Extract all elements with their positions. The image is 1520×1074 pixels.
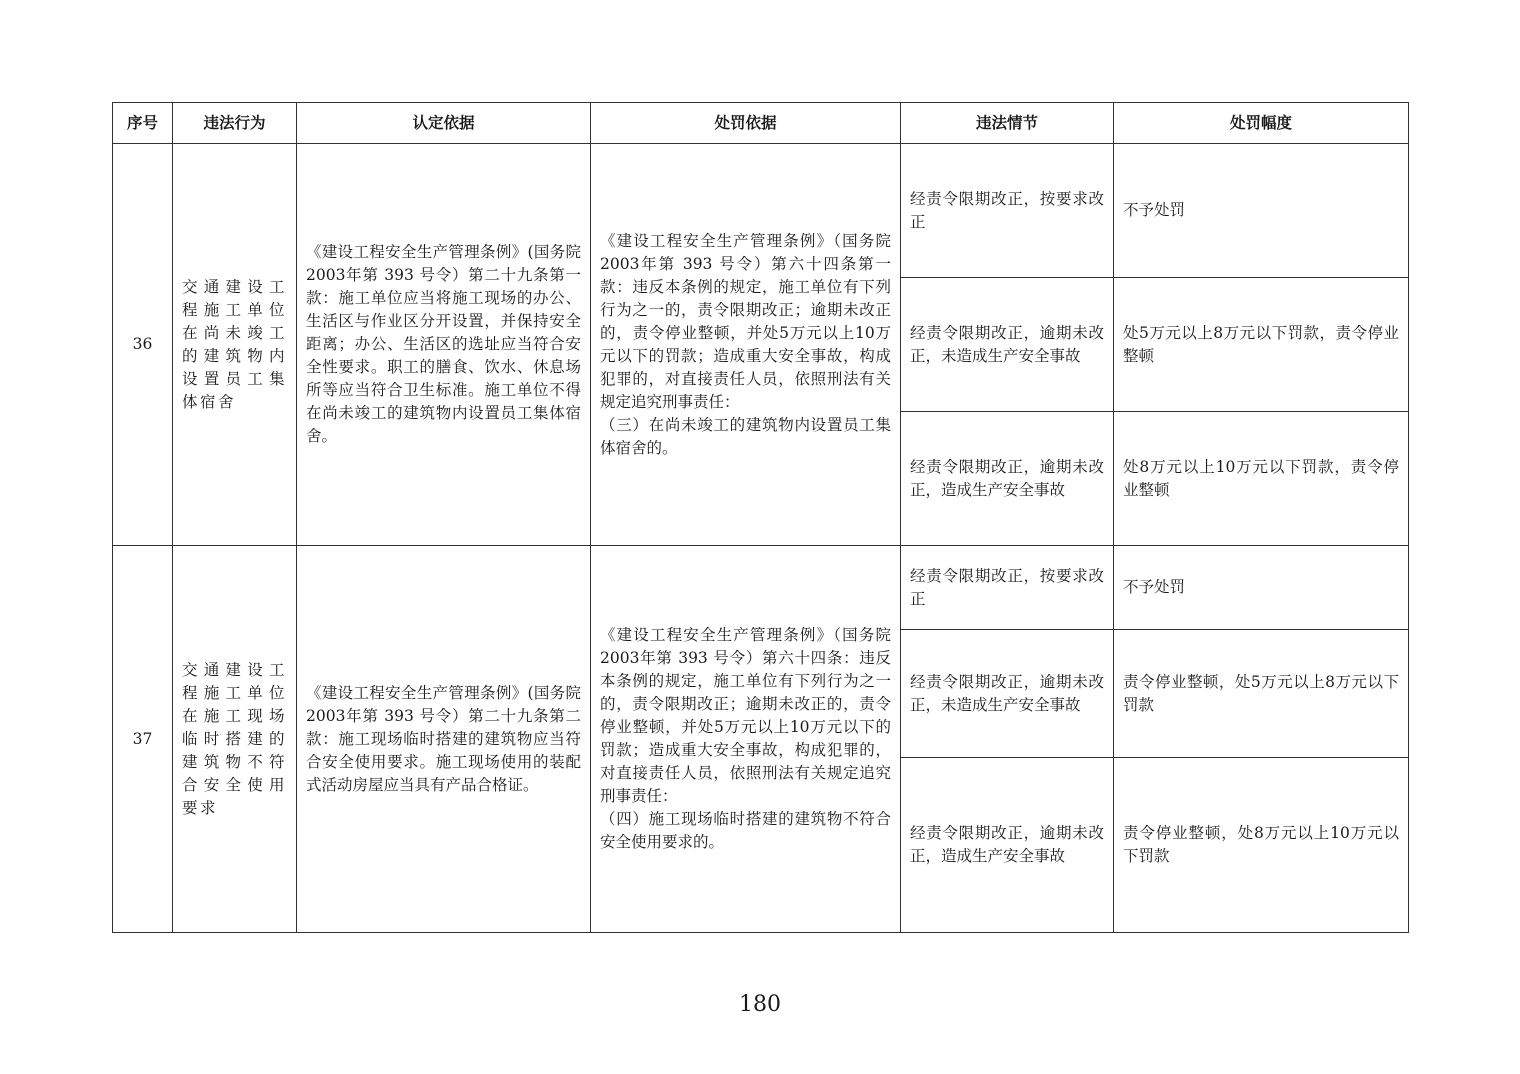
circumstance-cell: 经责令限期改正，按要求改正 <box>901 144 1114 278</box>
header-circumstance: 违法情节 <box>901 103 1114 144</box>
row-penalty-basis <box>591 546 901 933</box>
circumstance-cell: 经责令限期改正，逾期未改正，造成生产安全事故 <box>901 758 1114 933</box>
header-determination: 认定依据 <box>297 103 591 144</box>
row-determination-basis: 《建设工程安全生产管理条例》(国务院2003年第 393 号令）第二十九条第一款：施工单位应当将施工现场的办公、生活区与作业区分开设置，并保持安全距离；办公、生活区的选址应当符合安全性要求。职工的膳食、饮水、休息场所等应当符合卫生标准。施工单位不得在尚未竣工的建筑物内设置员工集体宿舍。 <box>297 144 591 546</box>
header-seq: 序号 <box>113 103 173 144</box>
penalty-basis-item: （四）施工现场临时搭建的建筑物不符合安全使用要求的。 <box>600 810 891 851</box>
circumstance-cell: 经责令限期改正，逾期未改正，未造成生产安全事故 <box>901 278 1114 412</box>
header-act: 违法行为 <box>173 103 297 144</box>
page-number: 180 <box>739 992 781 1017</box>
penalty-standards-table <box>112 102 1409 933</box>
penalty-basis-item: （三）在尚未竣工的建筑物内设置员工集体宿舍的。 <box>600 415 891 457</box>
header-penalty-basis: 处罚依据 <box>591 103 901 144</box>
header-range: 处罚幅度 <box>1114 103 1409 144</box>
row-penalty-basis <box>591 144 901 546</box>
penalty-range-cell: 处8万元以上10万元以下罚款，责令停业整顿 <box>1114 412 1409 546</box>
row-violation-act: 交通建设工程施工单位在尚未竣工的建筑物内设置员工集体宿舍 <box>173 144 297 546</box>
circumstance-cell: 经责令限期改正，逾期未改正，造成生产安全事故 <box>901 412 1114 546</box>
row-violation-act: 交通建设工程施工单位在施工现场临时搭建的建筑物不符合安全使用要求 <box>173 546 297 933</box>
penalty-basis-text: 《建设工程安全生产管理条例》（国务院2003年第 393 号令）第六十四条第一款：违反本条例的规定，施工单位有下列行为之一的，责令限期改正；逾期未改正的，责令停业整顿，并处5万元以上10万元以下的罚款；造成重大安全事故，构成犯罪的，对直接责任人员，依照刑法有关规定追究刑事责任： <box>600 231 891 411</box>
circumstance-cell: 经责令限期改正，逾期未改正，未造成生产安全事故 <box>901 630 1114 758</box>
penalty-range-cell: 责令停业整顿，处5万元以上8万元以下罚款 <box>1114 630 1409 758</box>
row-seq-number: 37 <box>113 546 173 933</box>
table-row <box>113 546 1409 630</box>
table-header-row <box>113 103 1409 144</box>
penalty-range-cell: 不予处罚 <box>1114 144 1409 278</box>
penalty-range-cell: 处5万元以上8万元以下罚款，责令停业整顿 <box>1114 278 1409 412</box>
penalty-range-cell: 不予处罚 <box>1114 546 1409 630</box>
penalty-basis-text: 《建设工程安全生产管理条例》（国务院2003年第 393 号令）第六十四条：违反本条例的规定，施工单位有下列行为之一的，责令限期改正；逾期未改正的，责令停业整顿，并处5万元以上10万元以下的罚款；造成重大安全事故，构成犯罪的，对直接责任人员，依照刑法有关规定追究刑事责任： <box>600 626 891 805</box>
row-seq-number: 36 <box>113 144 173 546</box>
table-row <box>113 144 1409 278</box>
circumstance-cell: 经责令限期改正，按要求改正 <box>901 546 1114 630</box>
penalty-range-cell: 责令停业整顿，处8万元以上10万元以下罚款 <box>1114 758 1409 933</box>
row-determination-basis: 《建设工程安全生产管理条例》(国务院2003年第 393 号令）第二十九条第二款：施工现场临时搭建的建筑物应当符合安全使用要求。施工现场使用的装配式活动房屋应当具有产品合格证。 <box>297 546 591 933</box>
